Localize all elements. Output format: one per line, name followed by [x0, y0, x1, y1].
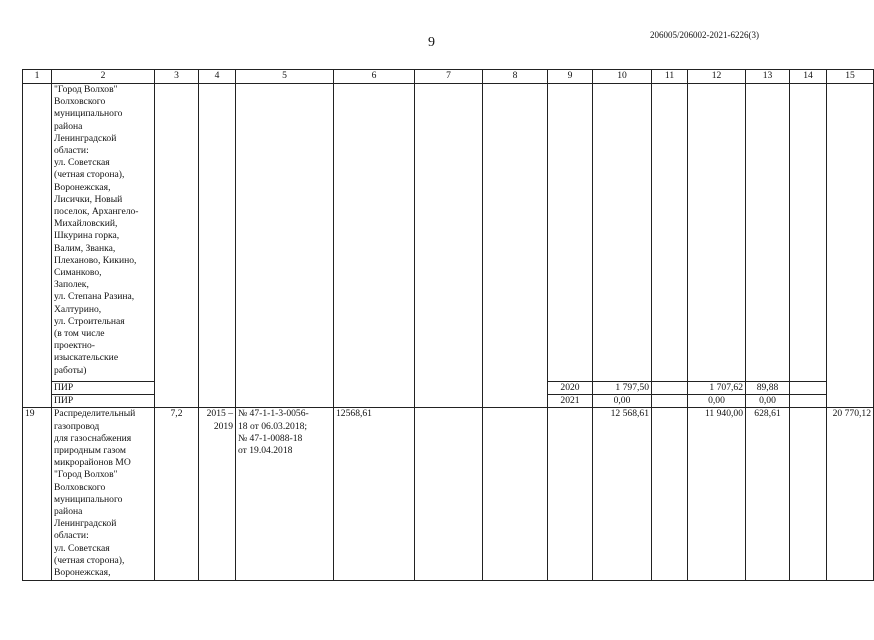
cell: [548, 84, 593, 382]
cell: [652, 408, 688, 581]
col-header: 6: [334, 70, 415, 84]
amount-cell: 89,88: [746, 382, 790, 395]
amount-cell: 0,00: [688, 395, 746, 408]
cell: [415, 84, 483, 408]
cell: [483, 84, 548, 408]
cell: [483, 408, 548, 581]
col-header: 5: [236, 70, 334, 84]
cell: [746, 84, 790, 382]
cell: [236, 84, 334, 408]
cell: [790, 382, 827, 395]
table-row: [23, 408, 874, 581]
amount-cell: 628,61: [746, 408, 790, 581]
header-row: [23, 70, 874, 84]
cell: [415, 408, 483, 581]
amount-cell: 0,00: [746, 395, 790, 408]
cell: [23, 84, 52, 408]
object-description-cell: Распределительный газопровод для газоснабжения природным газом микрорайонов МО "Город Волхов" Волховского муниципального района Ленинградской области: ул. Советская (четная сторона), Воронежская,: [52, 408, 155, 581]
amount-cell: 1 797,50: [593, 382, 652, 395]
col-header: 4: [199, 70, 236, 84]
col-header: 1: [23, 70, 52, 84]
cell: [688, 84, 746, 382]
amount-cell: 0,00: [593, 395, 652, 408]
amount-cell: 12 568,61: [593, 408, 652, 581]
col-header: 7: [415, 70, 483, 84]
data-table: [22, 69, 874, 581]
pir-label: ПИР: [52, 395, 155, 408]
total-cell: 20 770,12: [827, 408, 874, 581]
page-number: 9: [428, 35, 435, 50]
cell: [652, 395, 688, 408]
cell: [827, 84, 874, 408]
row-number: 19: [23, 408, 52, 581]
cell: [199, 84, 236, 408]
cell: [652, 382, 688, 395]
col-header: 12: [688, 70, 746, 84]
cell: [155, 84, 199, 408]
cost-cell: 12568,61: [334, 408, 415, 581]
amount-cell: 1 707,62: [688, 382, 746, 395]
col-header: 3: [155, 70, 199, 84]
cell: [593, 84, 652, 382]
col-header: 13: [746, 70, 790, 84]
object-description-cell: "Город Волхов" Волховского муниципального района Ленинградской области: ул. Советская (четная сторона), Воронежская, Лисички, Новый поселок, Архангело- Михайловский, Шкурина горка, Валим, Званка, Плеханово, Кикино, Симанково, Заполек, ул. Степана Разина, Халтурино, ул. Строительная (в том числе проектно- изыскательские работы): [52, 84, 155, 382]
cell: [548, 408, 593, 581]
year-cell: 2020: [548, 382, 593, 395]
col-header: 9: [548, 70, 593, 84]
period-cell: 2015 – 2019: [199, 408, 236, 581]
amount-cell: 11 940,00: [688, 408, 746, 581]
col-header: 14: [790, 70, 827, 84]
cell: [652, 84, 688, 382]
year-cell: 2021: [548, 395, 593, 408]
expertise-cell: № 47-1-1-3-0056- 18 от 06.03.2018; № 47-1-0088-18 от 19.04.2018: [236, 408, 334, 581]
col-header: 10: [593, 70, 652, 84]
col-header: 2: [52, 70, 155, 84]
pir-label: ПИР: [52, 382, 155, 395]
document-code: 206005/206002-2021-6226(3): [650, 30, 759, 40]
col-header: 11: [652, 70, 688, 84]
col-header: 15: [827, 70, 874, 84]
cell: [790, 408, 827, 581]
table-row: [23, 84, 874, 382]
cell: [790, 395, 827, 408]
cell: [790, 84, 827, 382]
length-cell: 7,2: [155, 408, 199, 581]
cell: [334, 84, 415, 408]
col-header: 8: [483, 70, 548, 84]
